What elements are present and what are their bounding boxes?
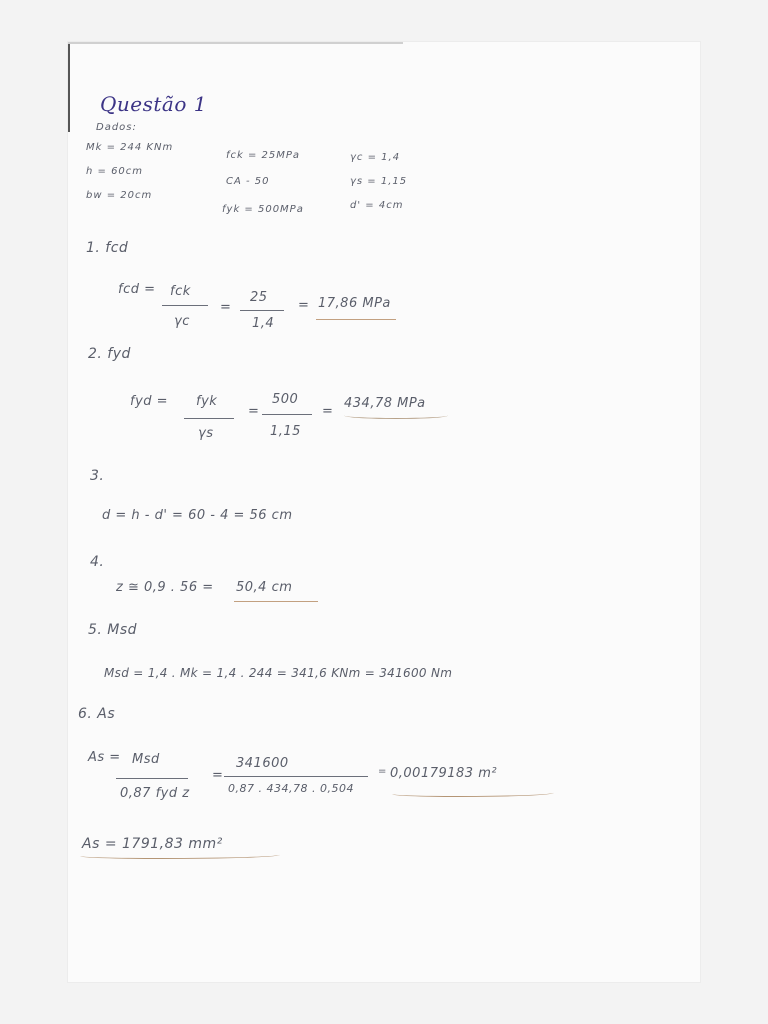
step6-num: Msd — [132, 752, 160, 767]
step6-den2: 0,87 . 434,78 . 0,504 — [228, 782, 354, 795]
step3-label: 3. — [90, 468, 105, 484]
step3-expr: d = h - d' = 60 - 4 = 56 cm — [102, 508, 293, 523]
step1-result: 17,86 MPa — [318, 296, 391, 311]
step6-lhs: As = — [88, 750, 121, 765]
given-h: h = 60cm — [86, 166, 144, 177]
given-d-prime: d' = 4cm — [350, 200, 404, 211]
step2-den2: 1,15 — [270, 424, 301, 439]
step5-expr: Msd = 1,4 . Mk = 1,4 . 244 = 341,6 KNm = 341600 Nm — [104, 666, 453, 680]
step6-frac-line2 — [224, 776, 368, 777]
step1-frac-line2 — [240, 310, 284, 311]
step1-lhs: fcd = — [118, 282, 156, 297]
given-gamma-s: γs = 1,15 — [350, 176, 408, 187]
step6-frac-line — [116, 778, 188, 779]
step4-label: 4. — [90, 554, 105, 570]
step6-label: 6. As — [78, 706, 116, 722]
step1-result-underline — [316, 318, 396, 320]
given-mk: Mk = 244 KNm — [86, 142, 174, 153]
step1-den2: 1,4 — [252, 316, 275, 331]
step6-final: As = 1791,83 mm² — [82, 836, 223, 852]
step4-result-underline — [234, 600, 318, 602]
step2-frac-line — [184, 418, 234, 419]
sheet-top-edge — [68, 42, 403, 44]
step6-num2: 341600 — [236, 756, 289, 771]
step1-num2: 25 — [250, 290, 268, 305]
step4-expr: z ≅ 0,9 . 56 = — [116, 580, 214, 595]
page-title: Questão 1 — [100, 92, 207, 116]
step1-eq2: = — [298, 298, 310, 313]
step2-den: γs — [198, 426, 214, 441]
step6-den: 0,87 fyd z — [120, 786, 190, 801]
step2-frac-line2 — [262, 414, 312, 415]
step2-result: 434,78 MPa — [344, 396, 426, 411]
step1-frac-line — [162, 305, 208, 306]
step2-num: fyk — [196, 394, 218, 409]
step2-lhs: fyd = — [130, 394, 169, 409]
step1-eq: = — [220, 300, 232, 315]
step2-num2: 500 — [272, 392, 299, 407]
step6-eq2: = — [378, 766, 387, 777]
step6-eq: = — [212, 768, 224, 783]
step1-den: γc — [174, 314, 190, 329]
step2-result-underline — [344, 412, 448, 419]
step6-result: 0,00179183 m² — [390, 766, 498, 781]
given-gamma-c: γc = 1,4 — [350, 152, 401, 163]
step4-result: 50,4 cm — [236, 580, 293, 595]
step5-label: 5. Msd — [88, 622, 138, 638]
given-heading: Dados: — [96, 122, 137, 133]
step2-eq2: = — [322, 404, 334, 419]
given-fck: fck = 25MPa — [226, 150, 301, 161]
step1-label: 1. fcd — [86, 240, 129, 256]
step2-eq: = — [248, 404, 260, 419]
given-fyk: fyk = 500MPa — [222, 204, 304, 215]
sheet-left-edge — [68, 42, 70, 132]
step2-label: 2. fyd — [88, 346, 131, 362]
given-bw: bw = 20cm — [86, 190, 153, 201]
given-ca: CA - 50 — [226, 176, 270, 187]
step1-num: fck — [170, 284, 191, 299]
